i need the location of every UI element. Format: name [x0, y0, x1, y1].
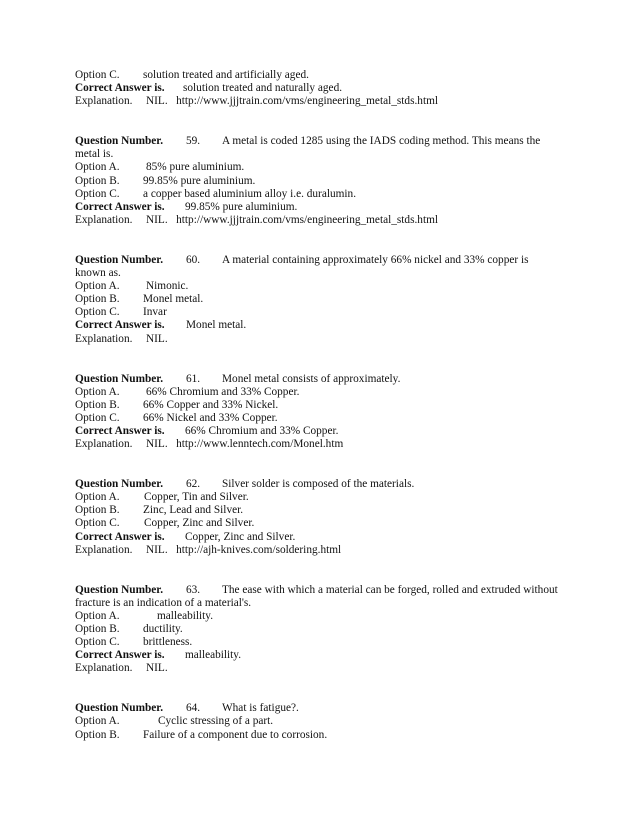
answer-text: solution treated and naturally aged. — [183, 82, 343, 95]
question-text-continued: known as. — [75, 267, 121, 280]
answer-line — [75, 201, 575, 214]
answer-line — [75, 319, 575, 332]
option-label: Option C. — [75, 187, 120, 200]
question-line-continued — [75, 597, 575, 610]
carryover-block — [75, 69, 575, 108]
question-block — [75, 584, 575, 676]
answer-text: 99.85% pure aluminium. — [185, 200, 298, 213]
option-label: Option B. — [75, 623, 120, 635]
option-text: 66% Chromium and 33% Copper. — [146, 385, 300, 398]
question-line-continued — [75, 267, 575, 280]
answer-label: Correct Answer is. — [75, 82, 165, 95]
explanation-text: NIL. http://ajh-knives.com/soldering.html — [146, 543, 342, 556]
explanation-line — [75, 95, 575, 108]
option-line — [75, 715, 575, 728]
option-text: ductility. — [143, 623, 183, 635]
explanation-text: NIL. — [146, 662, 168, 675]
question-number: 61. — [186, 372, 201, 385]
option-label: Option B. — [75, 398, 120, 411]
option-label: Option A. — [75, 715, 120, 728]
option-label: Option B. — [75, 174, 120, 187]
explanation-text: NIL. http://www.jjjtrain.com/vms/engineering_metal_stds.html — [146, 95, 439, 108]
explanation-label: Explanation. — [75, 543, 133, 556]
option-label: Option A. — [75, 385, 120, 398]
option-line — [75, 161, 575, 174]
explanation-label: Explanation. — [75, 438, 133, 451]
question-line — [75, 702, 575, 715]
answer-label: Correct Answer is. — [75, 424, 165, 437]
question-text: Silver solder is composed of the materials. — [222, 478, 415, 491]
option-line — [75, 504, 575, 517]
explanation-line — [75, 214, 575, 227]
option-text: Nimonic. — [146, 280, 189, 293]
question-text-continued: metal is. — [75, 148, 114, 161]
answer-line — [75, 425, 575, 438]
option-text: Failure of a component due to corrosion. — [143, 728, 328, 741]
explanation-line — [75, 333, 575, 346]
answer-text: Copper, Zinc and Silver. — [185, 530, 296, 543]
option-label: Option C. — [75, 69, 120, 81]
question-block — [75, 478, 575, 557]
answer-text: 66% Chromium and 33% Copper. — [185, 424, 339, 437]
question-text: A metal is coded 1285 using the IADS coding method. This means the — [222, 135, 541, 148]
answer-text: malleability. — [185, 649, 242, 662]
question-text: Monel metal consists of approximately. — [222, 372, 401, 385]
option-line — [75, 399, 575, 412]
option-line — [75, 306, 575, 319]
question-block — [75, 254, 575, 346]
option-text: a copper based aluminium alloy i.e. duralumin. — [143, 187, 357, 200]
answer-line — [75, 649, 575, 662]
explanation-label: Explanation. — [75, 662, 133, 675]
question-label: Question Number. — [75, 372, 164, 385]
answer-line — [75, 531, 575, 544]
question-line-continued — [75, 148, 575, 161]
option-text: Monel metal. — [143, 293, 204, 306]
option-text: Zinc, Lead and Silver. — [143, 504, 244, 517]
option-line — [75, 636, 575, 649]
question-label: Question Number. — [75, 702, 164, 715]
explanation-line — [75, 662, 575, 675]
question-label: Question Number. — [75, 583, 164, 596]
option-label: Option C. — [75, 636, 120, 649]
question-number: 62. — [186, 478, 201, 491]
question-text: The ease with which a material can be forged, rolled and extruded without — [222, 583, 558, 596]
option-label: Option C. — [75, 411, 120, 424]
question-label: Question Number. — [75, 253, 164, 266]
option-text: Cyclic stressing of a part. — [158, 715, 274, 728]
option-text: Copper, Zinc and Silver. — [144, 517, 255, 530]
option-label: Option A. — [75, 280, 120, 293]
option-text: 66% Nickel and 33% Copper. — [143, 411, 278, 424]
option-line — [75, 610, 575, 623]
question-number: 60. — [186, 253, 201, 266]
option-label: Option C. — [75, 517, 120, 530]
explanation-text: NIL. http://www.jjjtrain.com/vms/engineering_metal_stds.html — [146, 213, 439, 226]
option-text: Copper, Tin and Silver. — [144, 491, 249, 504]
option-line — [75, 293, 575, 306]
option-text: malleability. — [157, 609, 214, 622]
question-line — [75, 584, 575, 597]
answer-text: Monel metal. — [186, 319, 247, 332]
answer-label: Correct Answer is. — [75, 200, 165, 213]
explanation-text: NIL. http://www.lenntech.com/Monel.htm — [146, 438, 344, 451]
question-text: A material containing approximately 66% nickel and 33% copper is — [222, 253, 529, 266]
explanation-label: Explanation. — [75, 95, 133, 108]
option-line — [75, 491, 575, 504]
option-text: 85% pure aluminium. — [146, 161, 245, 174]
option-line — [75, 280, 575, 293]
question-number: 59. — [186, 135, 201, 148]
answer-label: Correct Answer is. — [75, 649, 165, 662]
option-line — [75, 412, 575, 425]
option-label: Option A. — [75, 609, 120, 622]
question-line — [75, 135, 575, 148]
question-line — [75, 254, 575, 267]
option-line — [75, 188, 575, 201]
option-text: 66% Copper and 33% Nickel. — [143, 398, 279, 411]
option-label: Option A. — [75, 491, 120, 504]
option-line — [75, 175, 575, 188]
question-label: Question Number. — [75, 135, 164, 148]
question-block — [75, 702, 575, 741]
option-label: Option B. — [75, 293, 120, 306]
option-label: Option B. — [75, 728, 120, 741]
option-text: Invar — [143, 306, 167, 319]
document-page — [75, 69, 575, 742]
option-line — [75, 69, 575, 82]
question-label: Question Number. — [75, 478, 164, 491]
option-label: Option A. — [75, 161, 120, 174]
explanation-label: Explanation. — [75, 332, 133, 345]
question-block — [75, 135, 575, 227]
question-line — [75, 373, 575, 386]
answer-label: Correct Answer is. — [75, 530, 165, 543]
question-number: 63. — [186, 583, 201, 596]
question-block — [75, 373, 575, 452]
explanation-text: NIL. — [146, 332, 168, 345]
answer-label: Correct Answer is. — [75, 319, 165, 332]
answer-line — [75, 82, 575, 95]
question-number: 64. — [186, 702, 201, 715]
option-line — [75, 517, 575, 530]
explanation-line — [75, 544, 575, 557]
option-label: Option B. — [75, 504, 120, 517]
question-line — [75, 478, 575, 491]
option-line — [75, 386, 575, 399]
option-line — [75, 729, 575, 742]
option-text: solution treated and artificially aged. — [143, 69, 309, 81]
option-text: brittleness. — [143, 636, 193, 649]
explanation-line — [75, 438, 575, 451]
explanation-label: Explanation. — [75, 213, 133, 226]
question-text: What is fatigue?. — [222, 702, 299, 715]
option-label: Option C. — [75, 306, 120, 319]
question-text-continued: fracture is an indication of a material's. — [75, 596, 252, 609]
option-text: 99.85% pure aluminium. — [143, 174, 256, 187]
option-line — [75, 623, 575, 636]
